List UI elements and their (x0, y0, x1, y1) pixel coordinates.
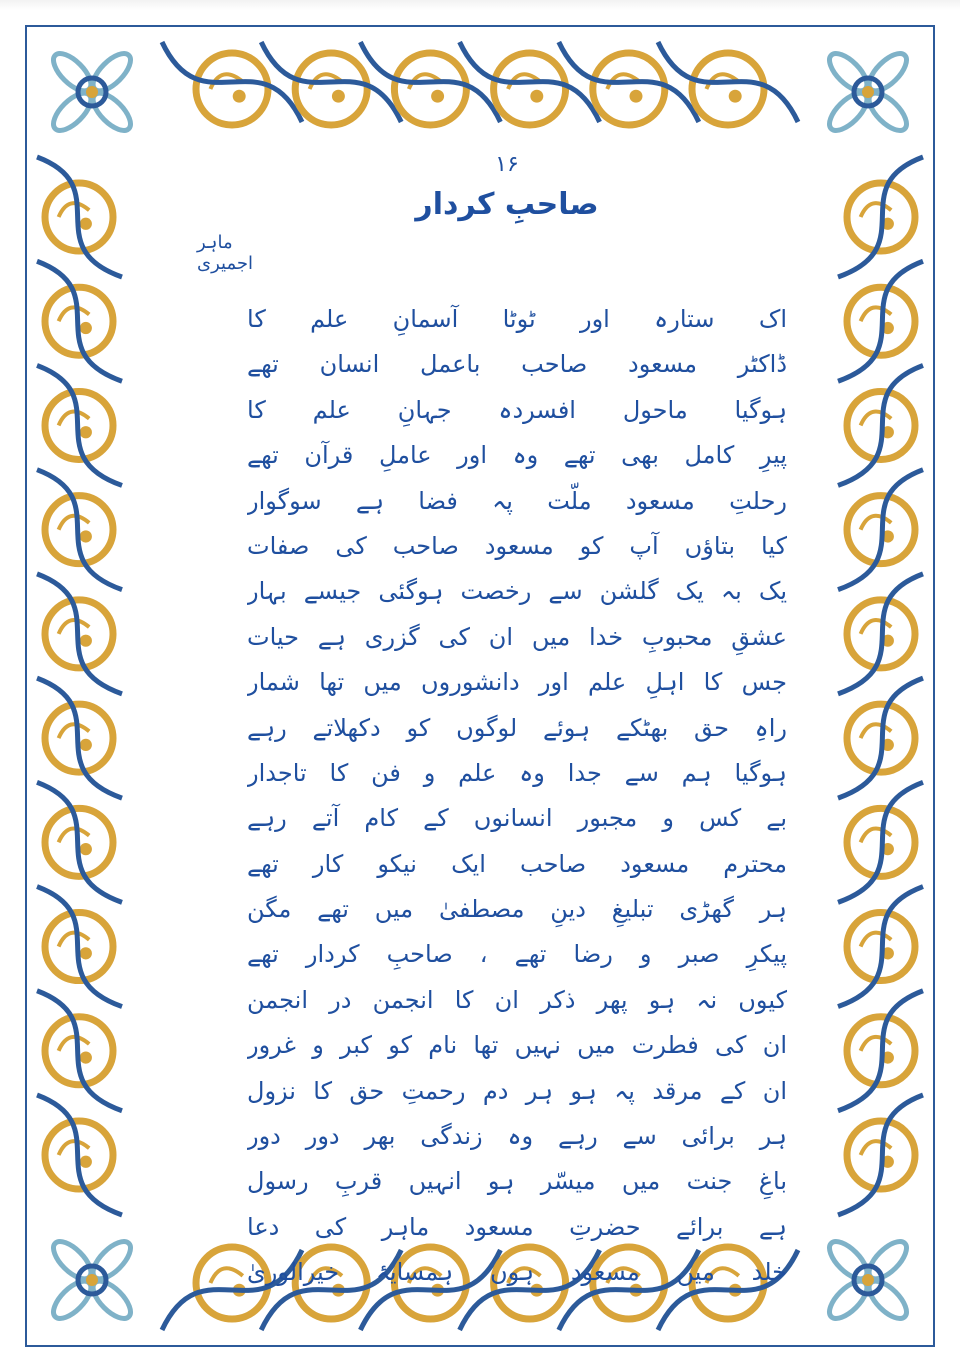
left-scroll-leaf (59, 933, 90, 947)
poem-line: ڈاکٹر مسعود صاحب باعمل انسان تھے (247, 350, 787, 379)
left-scroll-leaf (59, 1141, 90, 1155)
left-vine (37, 470, 122, 590)
left-scroll-leaf (59, 724, 90, 738)
left-scroll-leaf (59, 1037, 90, 1051)
poem-line: بے کس و مجبور انسانوں کے کام آتے رہے (247, 804, 787, 833)
right-vine (838, 157, 923, 277)
top-scroll (196, 53, 268, 125)
poem-line: پیرِ کامل بھی تھے وہ اور عاملِ قرآن تھے (247, 441, 787, 470)
left-vine (37, 1095, 122, 1215)
poem-line: ہے برائے حضرتِ مسعود ماہر کی دعا (247, 1212, 787, 1241)
left-vine (37, 365, 122, 485)
right-scroll-leaf (861, 412, 892, 426)
corner-bud (862, 1274, 874, 1286)
poem-title: صاحبِ کردار (415, 187, 599, 222)
right-vine (838, 782, 923, 902)
right-vine (838, 678, 923, 798)
left-scroll-leaf (59, 412, 90, 426)
top-scroll-bud (431, 90, 444, 103)
right-scroll-leaf (861, 1037, 892, 1051)
left-scroll-leaf (59, 620, 90, 634)
right-scroll-leaf (861, 620, 892, 634)
right-vine (838, 470, 923, 590)
poem-line: باغِ جنت میں میسّر ہو انہیں قربِ رسول (247, 1167, 787, 1196)
right-scroll-leaf (861, 307, 892, 321)
top-scroll-bud (332, 90, 345, 103)
top-scroll-bud (233, 90, 246, 103)
top-scroll-bud (630, 90, 643, 103)
page-number: ۱۶ (495, 152, 519, 177)
right-scroll-leaf (861, 933, 892, 947)
poem-line: جس کا اہلِ علم اور دانشوروں میں تھا شمار (247, 668, 787, 697)
left-vine (37, 261, 122, 381)
poem-lines (247, 297, 787, 1296)
poem-line: ہوگیا ہم سے جدا وہ علم و فن کا تاجدار (247, 758, 787, 787)
left-scroll-bud (80, 218, 92, 230)
poem-line: پیکرِ صبر و رضا تھے ، صاحبِ کردار تھے (247, 940, 787, 969)
left-scroll-bud (80, 530, 92, 542)
top-scroll (692, 53, 764, 125)
poem-line: اک ستارہ اور ٹوٹا آسمانِ علم کا (247, 305, 787, 333)
right-scroll-leaf (861, 828, 892, 842)
right-vine (838, 261, 923, 381)
left-vine (37, 887, 122, 1007)
left-scroll-bud (80, 426, 92, 438)
top-scroll-bud (530, 90, 543, 103)
left-vine (37, 782, 122, 902)
left-scroll-bud (80, 739, 92, 751)
left-scroll-bud (80, 947, 92, 959)
top-scroll (394, 53, 466, 125)
top-scroll (295, 53, 367, 125)
right-vine (838, 887, 923, 1007)
left-scroll-leaf (59, 828, 90, 842)
right-vine (838, 365, 923, 485)
poem-line: ہر گھڑی تبلیغِ دینِ مصطفیٰ میں تھے مگن (247, 895, 787, 924)
right-vine (838, 574, 923, 694)
left-scroll-leaf (59, 516, 90, 530)
poem-line: ہر برائی سے رہے وہ زندگی بھر دور دور (247, 1122, 787, 1151)
corner-bud (862, 86, 874, 98)
left-vine (37, 678, 122, 798)
page-content (197, 152, 817, 1287)
poet-name: ماہر اجمیری (197, 232, 253, 274)
left-vine (37, 991, 122, 1111)
poem-line: یک بہ یک گلشن سے رخصت ہوگئی جیسے بہار (247, 577, 787, 606)
left-scroll-bud (80, 843, 92, 855)
corner-bud (86, 1274, 98, 1286)
left-scroll-bud (80, 1051, 92, 1063)
right-scroll-leaf (861, 516, 892, 530)
right-scroll-leaf (861, 724, 892, 738)
left-vine (37, 157, 122, 277)
right-scroll-leaf (861, 203, 892, 217)
poem-line: محترم مسعود صاحب ایک نیکو کار تھے (247, 849, 787, 878)
poem-line: ہوگیا ماحول افسردہ جہانِ علم کا (247, 395, 787, 424)
right-scroll-leaf (861, 1141, 892, 1155)
book-page (25, 25, 935, 1347)
left-scroll-bud (80, 322, 92, 334)
bottom-scroll-leaf (210, 1268, 242, 1283)
right-vine (838, 991, 923, 1111)
poem-line: ان کی فطرت میں نہیں تھا نام کو کبر و غرور (247, 1031, 787, 1060)
poem-line: ان کے مرقد پہ ہو ہر دم رحمتِ حق کا نزول (247, 1076, 787, 1105)
top-scroll-bud (729, 90, 742, 103)
left-scroll-leaf (59, 203, 90, 217)
left-scroll-bud (80, 1156, 92, 1168)
poem-line: عشقِ محبوبِ خدا میں ان کی گزری ہے حیات (247, 622, 787, 651)
top-scroll (593, 53, 665, 125)
left-scroll-bud (80, 635, 92, 647)
left-scroll-leaf (59, 307, 90, 321)
poem-line: خلد میں مسعود ہوں ہمسایۂ خیرالوریٰ (247, 1258, 787, 1287)
left-vine (37, 574, 122, 694)
top-scroll (494, 53, 566, 125)
poem-line: کیا بتاؤں آپ کو مسعود صاحب کی صفات (247, 531, 787, 560)
poem-line: رحلتِ مسعود ملّت پہ فضا ہے سوگوار (247, 486, 787, 515)
right-vine (838, 1095, 923, 1215)
poem-line: کیوں نہ ہو پھر ذکر ان کا انجمن در انجمن (247, 985, 787, 1014)
corner-bud (86, 86, 98, 98)
top-strip (0, 0, 960, 10)
poem-line: راہِ حق بھٹکے ہوئے لوگوں کو دکھلاتے رہے (247, 713, 787, 742)
